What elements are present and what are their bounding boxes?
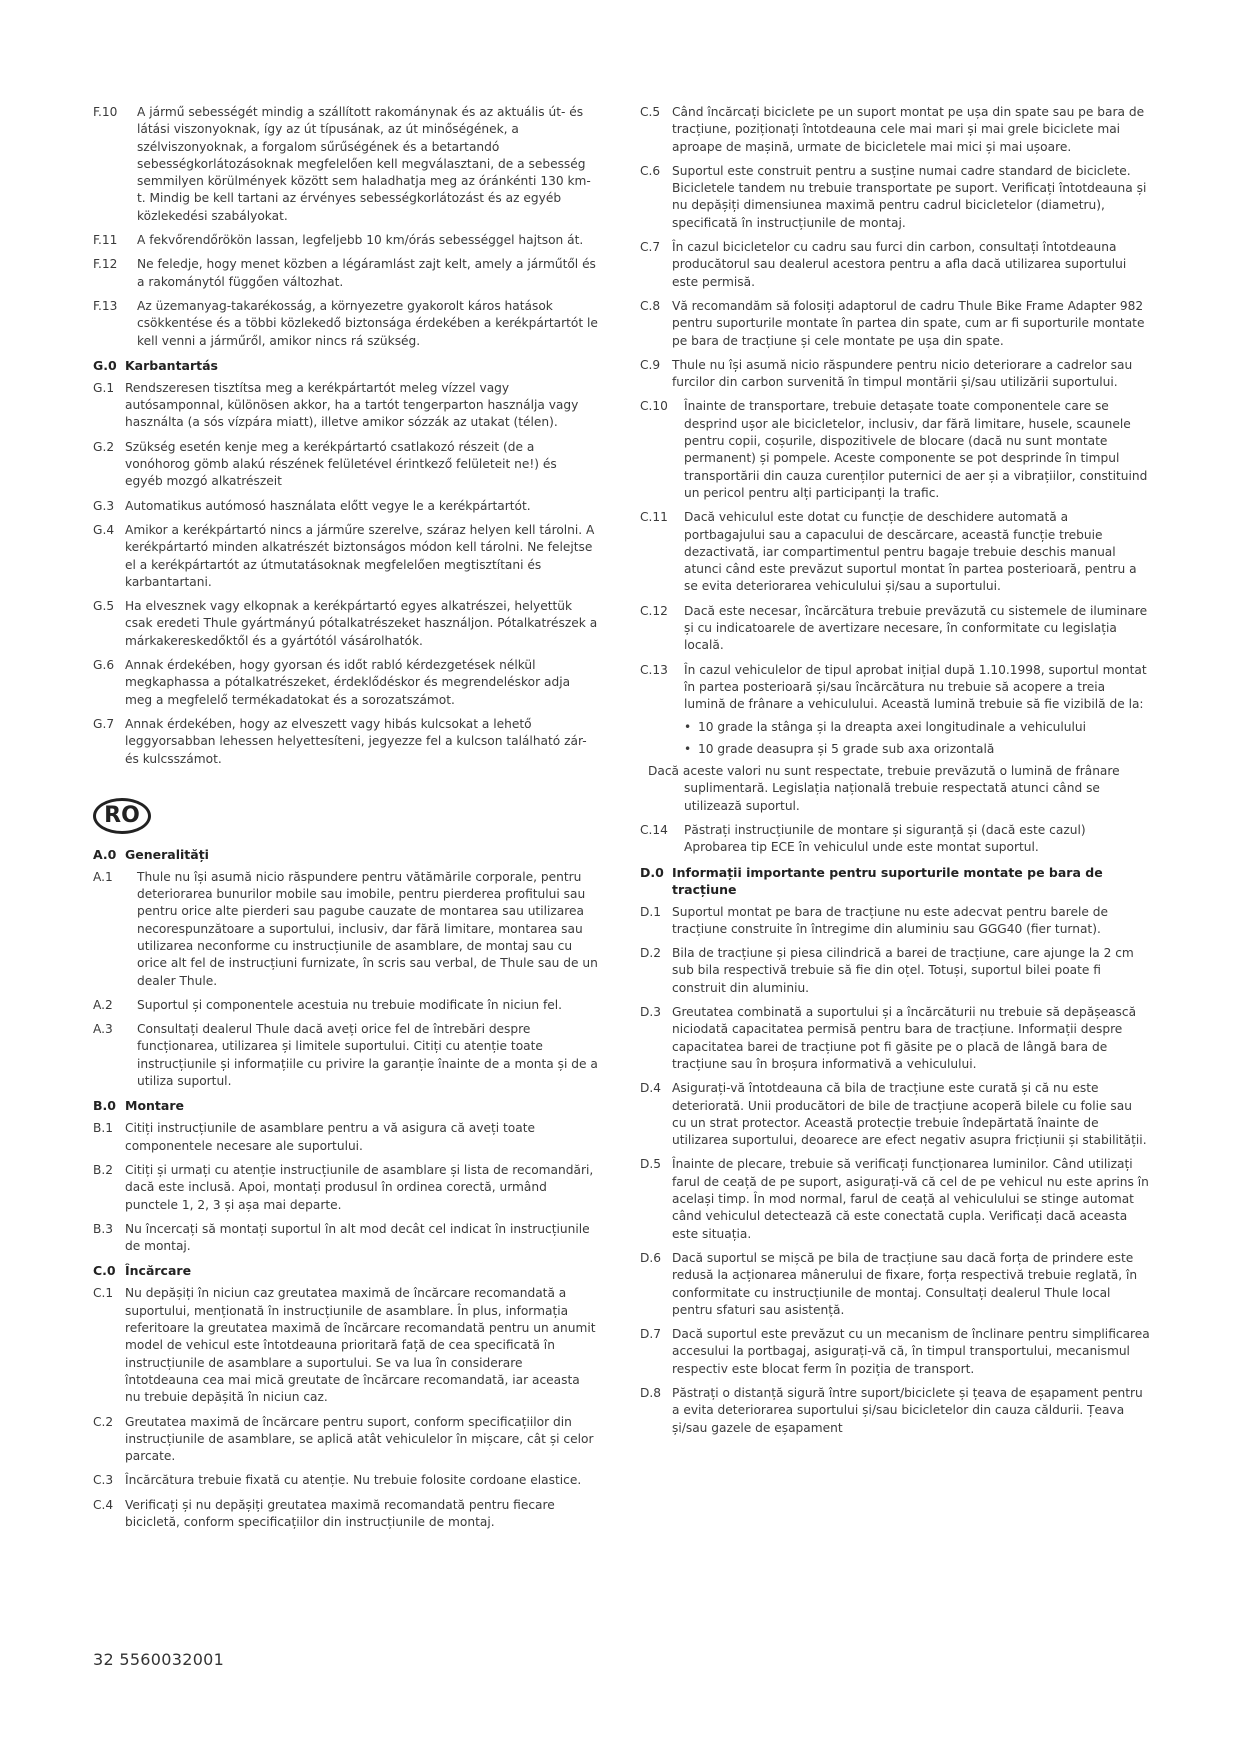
list-item: D.1 Suportul montat pe bara de tracțiune nu este adecvat pentru barele de tracțiune construite în întregime din aluminiu sau GGG40 (fier turnat). bbox=[640, 904, 1108, 936]
list-item: D.7 Dacă suportul este prevăzut cu un mecanism de înclinare pentru simplificarea accesului la portbagaj, asigurați-vă că, în timpul transportului, mecanismul respectiv este blocat ferm în poziția de transport. bbox=[640, 1327, 1150, 1376]
bullet-item: • 10 grade deasupra și 5 grade sub axa orizontală bbox=[640, 741, 1150, 758]
list-item: F.12 Ne feledje, hogy menet közben a légáramlást zajt kelt, amely a járműtől és a rakománytól függően változhat. bbox=[93, 257, 596, 289]
list-item: D.2 Bila de tracțiune și piesa cilindrică a barei de tracțiune, care ajunge la 2 cm sub bila respectivă trebuie să fie din oțel. Totuși, suportul bilei poate fi construit din aluminiu. bbox=[640, 946, 1134, 995]
list-item: G.7 Annak érdekében, hogy az elveszett vagy hibás kulcsokat a lehető leggyorsabban lehessen helyettesíteni, jegyezze fel a kulcson található zár- és kulcsszámot. bbox=[93, 716, 587, 766]
list-item: C.4 Verificați și nu depășiți greutatea maximă recomandată pentru fiecare bicicletă, conform specificațiilor din instrucțiunile de montaj. bbox=[93, 1497, 555, 1529]
list-item: C.13 În cazul vehiculelor de tipul aprobat inițial după 1.10.1998, suportul montat în partea posterioară și/sau încărcătura nu trebuie să acopere a treia lumină de frânare a vehiculului. Această lumină trebuie să fie vizibilă de la: bbox=[640, 662, 1147, 712]
ro-c-list bbox=[93, 1285, 598, 1531]
ro-d-list bbox=[640, 904, 1150, 1437]
ro-b-list bbox=[93, 1120, 598, 1255]
list-item: G.2 Szükség esetén kenje meg a kerékpártartó csatlakozó részeit (de a vonóhorog gömb alakú részének felületével érintkező felületeit ne!) és egyéb mozgó alkatrészeit bbox=[93, 439, 557, 489]
list-item: C.3 Încărcătura trebuie fixată cu atenție. Nu trebuie folosite cordoane elastice. bbox=[93, 1473, 582, 1488]
c13-bullet-list bbox=[640, 719, 1150, 759]
list-item: A.2 Suportul și componentele acestuia nu trebuie modificate în niciun fel. bbox=[93, 997, 563, 1012]
ro-c-continued-list bbox=[640, 104, 1150, 714]
section-heading-montare: B.0 Montare bbox=[93, 1098, 184, 1114]
list-item: C.2 Greutatea maximă de încărcare pentru suport, conform specificațiilor din instrucțiunile de asamblare, se aplică atât vehiculelor în mișcare, cât și celor parcate. bbox=[93, 1414, 594, 1464]
list-item: C.12 Dacă este necesar, încărcătura trebuie prevăzută cu sistemele de iluminare și cu indicatoarele de avertizare necesare, în conformitate cu legislația locală. bbox=[640, 603, 1148, 653]
list-item: G.1 Rendszeresen tisztítsa meg a kerékpártartót meleg vízzel vagy autósamponnal, különösen akkor, ha a tartót tengerparton használja vagy használta (a sós vízpára miatt), illetve amikor sózzák az utakat (télen). bbox=[93, 380, 579, 430]
list-item: C.11 Dacă vehiculul este dotat cu funcție de deschidere automată a portbagajului sau a capacului de descărcare, această funcție trebuie dezactivată, iar compartimentul pentru bagaje trebuie deschis manual atunci când este prevăzut suportul montat în partea posterioară, pentru a se evita deteriorarea vehiculului și/sau a suportului. bbox=[640, 510, 1137, 594]
list-item: D.8 Păstrați o distanță sigură între suport/biciclete și țeava de eșapament pentru a evita deteriorarea suportului și/sau bicicletelor din cauza căldurii. Țeava și/sau gazele de eșapament bbox=[640, 1386, 1143, 1435]
page-footer: 32 5560032001 bbox=[93, 1650, 225, 1669]
left-column bbox=[93, 104, 598, 1538]
list-item: C.9 Thule nu își asumă nicio răspundere pentru nicio deteriorare a cadrelor sau furcilor din carbon survenită în timpul montării și/sau utilizării suportului. bbox=[640, 357, 1133, 390]
hu-g-list bbox=[93, 380, 598, 768]
list-item: C.6 Suportul este construit pentru a susține numai cadre standard de biciclete. Bicicletele tandem nu trebuie transportate pe suport. Verificați întotdeauna și nu depășiți dimensiunea maximă pentru cadrul bicicletelor (diametru), specificată în instrucțiunile de montaj. bbox=[640, 163, 1147, 230]
bullet-item: • 10 grade la stânga și la dreapta axei longitudinale a vehiculului bbox=[640, 719, 1150, 736]
list-item: C.14 Păstrați instrucțiunile de montare și siguranță și (dacă este cazul) Aprobarea tip ECE în vehiculul unde este montat suportul. bbox=[640, 822, 1086, 855]
section-heading-bara-tractiune: D.0 Informații importante pentru suporturile montate pe bara de tracțiune bbox=[640, 864, 1103, 897]
ro-a-list bbox=[93, 869, 598, 1091]
section-heading-generalitati: A.0 Generalități bbox=[93, 846, 209, 862]
hu-f-list bbox=[93, 104, 598, 350]
list-item: A.1 Thule nu își asumă nicio răspundere pentru vătămările corporale, pentru deteriorarea bunurilor mobile sau imobile, pentru pierderea profitului sau pentru orice alte pierderi sau pagube cauzate de montarea sau utilizarea necorespunzătoare a suportului, inclusiv, dar fără limitare, montarea sau utilizarea neconforme cu instrucțiunile de asamblare, de montaj sau cu orice alt fel de instrucțiuni furnizate, în scris sau verbal, de Thule sau de un dealer Thule. bbox=[93, 869, 598, 988]
list-item: F.11 A fekvőrendőrökön lassan, legfeljebb 10 km/órás sebességgel hajtson át. bbox=[93, 233, 584, 248]
list-item: D.5 Înainte de plecare, trebuie să verificați funcționarea luminilor. Când utilizați farul de ceață de pe suport, asigurați-vă că cel de pe vehicul nu este aprins în același timp. În mod normal, farul de ceață al vehiculului se stinge automat când vehiculul detectează că este conectată cupla. Verificați dacă aceasta este situația. bbox=[640, 1157, 1149, 1241]
list-item: G.6 Annak érdekében, hogy gyorsan és időt rabló kérdezgetések nélkül megkaphassa a pótalkatrészeket, érdeklődéskor és megrendeléskor adja meg a megfelelő termékadatokat és a sorozatszámot. bbox=[93, 658, 571, 707]
list-item: C.7 În cazul bicicletelor cu cadru sau furci din carbon, consultați întotdeauna producătorul sau dealerul acestora pentru a afla dacă utilizarea suportului este permisă. bbox=[640, 240, 1127, 289]
right-column bbox=[640, 104, 1150, 1444]
list-item: C.1 Nu depășiți în niciun caz greutatea maximă de încărcare recomandată a suportului, menționată în instrucțiunile de asamblare. În plus, informația referitoare la greutatea maximă de încărcare recomandată pentru un anumit model de vehicul este întotdeauna prioritară față de cea specificată în instrucțiunile de asamblare a suportului. Se va lua în considerare întotdeauna cea mai mică greutate de încărcare recomandată, iar aceasta nu trebuie depășită în niciun caz. bbox=[93, 1286, 596, 1405]
c13-note: Dacă aceste valori nu sunt respectate, trebuie prevăzută o lumină de frânare suplimentară. Legislația națională trebuie respectată atunci când se utilizează suportul. bbox=[648, 764, 1120, 813]
list-item: D.6 Dacă suportul se mișcă pe bila de tracțiune sau dacă forța de prindere este redusă la acționarea mânerului de fixare, forța respectivă trebuie reglată, în conformitate cu instrucțiunile de montaj. Consultați dealerul Thule local pentru sfaturi sau asistență. bbox=[640, 1250, 1138, 1317]
list-item: A.3 Consultați dealerul Thule dacă aveți orice fel de întrebări despre funcționarea, utilizarea și limitele suportului. Citiți cu atenție toate instrucțiunile și informațiile cu privire la garanție înainte de a monta și de a utiliza suportul. bbox=[93, 1022, 598, 1089]
list-item: D.4 Asigurați-vă întotdeauna că bila de tracțiune este curată și că nu este deteriorată. Unii producători de bile de tracțiune acoperă bilele cu folie sau cu un strat protector. Această protecție trebuie îndepărtată înainte de utilizarea suportului, deoarece are efect negativ asupra fricțiunii și stabilității. bbox=[640, 1081, 1147, 1148]
list-item: B.3 Nu încercați să montați suportul în alt mod decât cel indicat în instrucțiunile de montaj. bbox=[93, 1221, 590, 1254]
list-item: D.3 Greutatea combinată a suportului și a încărcăturii nu trebuie să depășească niciodată capacitatea permisă pentru bara de tracțiune. Informații despre capacitatea barei de tracțiune pot fi găsite pe o placă de lângă bara de tracțiune sau în broșura informativă a vehiculului. bbox=[640, 1005, 1137, 1071]
list-item: C.8 Vă recomandăm să folosiți adaptorul de cadru Thule Bike Frame Adapter 982 pentru suporturile montate în partea din spate, cum ar fi suporturile montate pe bara de tracțiune și cele montate pe ușa din spate. bbox=[640, 298, 1145, 348]
list-item: F.10 A jármű sebességét mindig a szállított rakománynak és az aktuális út- és látási viszonyoknak, így az út típusának, az út minőségének, a szélviszonyoknak, a forgalom sűrűségének és a betartandó sebességkorlátozásoknak megfelelően kell megválasztani, de a sebesség semmilyen körülmények között sem haladhatja meg az óránkénti 130 km-t. Mindig be kell tartani az érvényes sebességkorlátozást és az egyéb közlekedési szabályokat. bbox=[93, 105, 591, 223]
section-heading-incarcare: C.0 Încărcare bbox=[93, 1263, 192, 1279]
list-item: B.2 Citiți și urmați cu atenție instrucțiunile de asamblare și lista de recomandări, dacă este inclusă. Apoi, montați produsul în ordinea corectă, urmând punctele 1, 2, 3 și așa mai departe. bbox=[93, 1162, 594, 1212]
list-item: B.1 Citiți instrucțiunile de asamblare pentru a vă asigura că aveți toate componentele necesare ale suportului. bbox=[93, 1121, 536, 1153]
section-heading-karbantartas: G.0 Karbantartás bbox=[93, 357, 218, 373]
list-item: C.5 Când încărcați biciclete pe un suport montat pe ușa din spate sau pe bara de tracțiune, poziționați întotdeauna cele mai mari și mai grele biciclete mai aproape de mașină, urmate de bicicletele mai mici și mai ușoare. bbox=[640, 105, 1145, 154]
ro-language-badge: RO bbox=[93, 798, 151, 834]
list-item: G.5 Ha elvesznek vagy elkopnak a kerékpártartó egyes alkatrészei, helyettük csak eredeti Thule gyártmányú pótalkatrészeket használjon. Pótalkatrészek a márkakereskedőktől és a gyártótól vásárolhatók. bbox=[93, 599, 598, 648]
list-item: G.3 Automatikus autómosó használata előtt vegye le a kerékpártartót. bbox=[93, 498, 531, 513]
list-item: F.13 Az üzemanyag-takarékosság, a környezetre gyakorolt káros hatások csökkentése és a többi közlekedő biztonsága érdekében a kerékpártartót le kell venni a járműről, amikor nincs rá szükség. bbox=[93, 298, 598, 348]
list-item: G.4 Amikor a kerékpártartó nincs a járműre szerelve, száraz helyen kell tárolni. A kerékpártartó minden alkatrészét biztonságos módon kell tárolni. Ne felejtse el a kerékpártartót az útmutatásoknak megfelelően megtisztítani és karbantartani. bbox=[93, 522, 595, 589]
list-item: C.10 Înainte de transportare, trebuie detașate toate componentele care se desprind ușor ale bicicletelor, inclusiv, dar fără limitare, husele, scaunele pentru copii, coșurile, dispozitivele de blocare (dacă nu sunt montate permanent) și pompele. Aceste componente se pot desprinde în timpul transportării din cauza curenților puternici de aer și a vibrațiilor, constituind un pericol pentru alți participanți la trafic. bbox=[640, 399, 1148, 500]
